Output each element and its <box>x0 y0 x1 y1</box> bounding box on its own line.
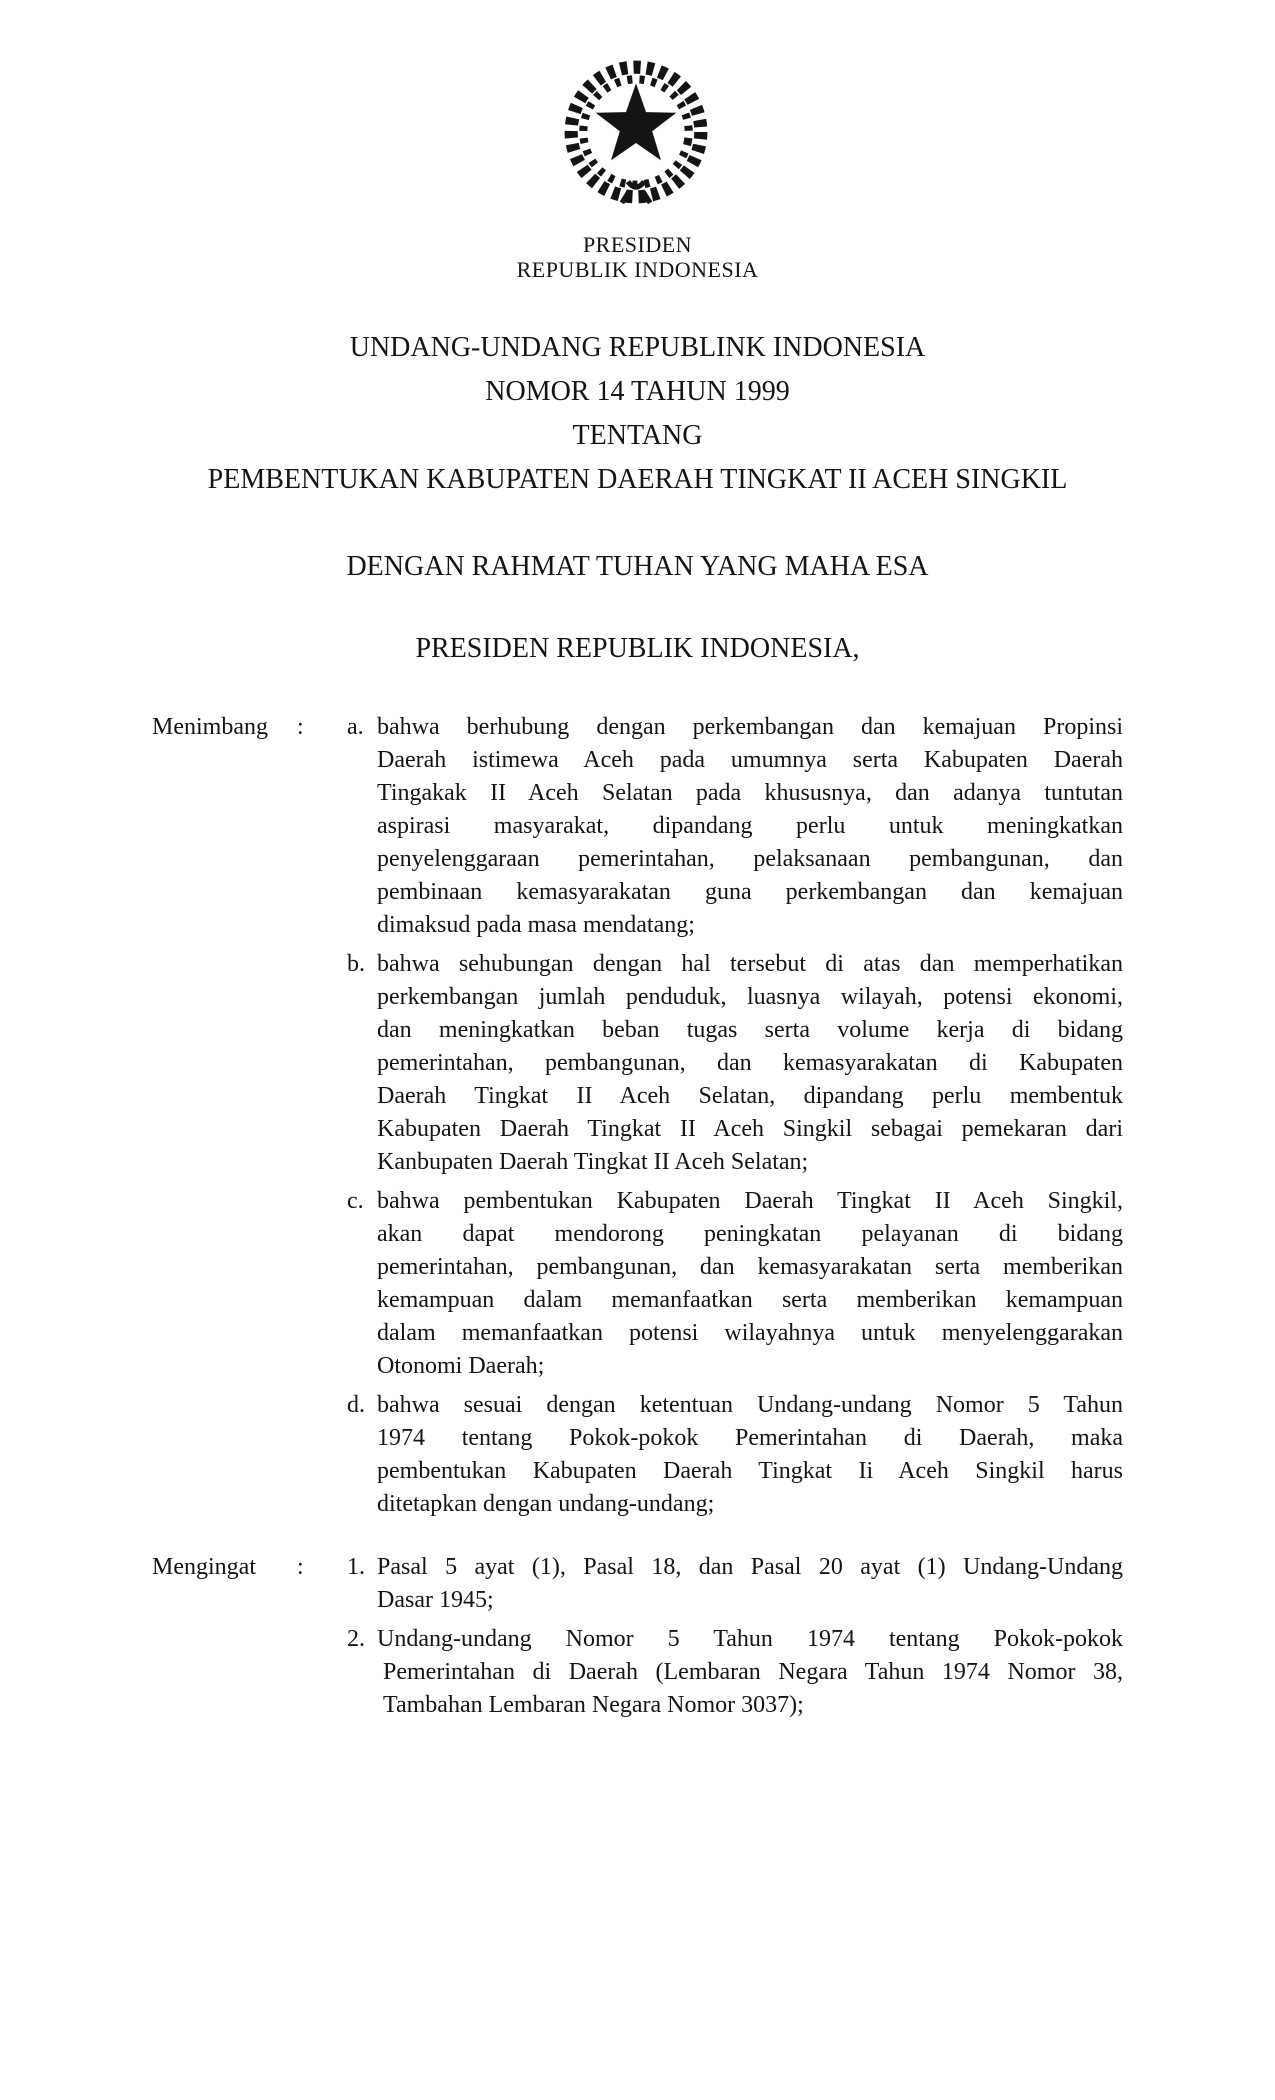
body-line: Kabupaten Daerah Tingkat II Aceh Singkil sebagai pemekaran dari <box>377 1116 1123 1142</box>
body-line: kemampuan dalam memanfaatkan serta memberikan kemampuan <box>377 1287 1123 1313</box>
mengingat-colon: : <box>297 1554 304 1580</box>
consideration-item-c <box>347 1185 1123 1383</box>
item-marker: d. <box>347 1392 365 1418</box>
letterhead <box>0 232 1275 282</box>
item-marker: 1. <box>347 1554 365 1580</box>
mengingat-items <box>347 1551 1123 1722</box>
menimbang-section <box>152 711 1123 1521</box>
consideration-item-a <box>347 711 1123 942</box>
letterhead-presiden: PRESIDEN <box>582 232 693 257</box>
item-paragraph <box>377 1623 1123 1722</box>
item-marker: c. <box>347 1188 364 1214</box>
menimbang-label: Menimbang <box>152 714 268 740</box>
mengingat-label: Mengingat <box>152 1554 256 1580</box>
consideration-item-d <box>347 1389 1123 1521</box>
item-marker: 2. <box>347 1626 365 1652</box>
body-line: perkembangan jumlah penduduk, luasnya wilayah, potensi ekonomi, <box>377 984 1123 1010</box>
body-line: pemerintahan, pembangunan, dan kemasyarakatan serta memberikan <box>377 1254 1123 1280</box>
item-paragraph <box>377 1551 1123 1617</box>
item-marker: a. <box>347 714 364 740</box>
item-paragraph <box>377 1389 1123 1521</box>
body-line: dalam memanfaatkan potensi wilayahnya untuk menyelenggarakan <box>377 1320 1123 1346</box>
body-line: bahwa berhubung dengan perkembangan dan kemajuan Propinsi <box>377 714 1123 740</box>
salutation-line: PRESIDEN REPUBLIK INDONESIA, <box>415 633 860 664</box>
body-line: Tambahan Lembaran Negara Nomor 3037); <box>383 1692 804 1718</box>
body-line: penyelenggaraan pemerintahan, pelaksanaan pembangunan, dan <box>377 846 1123 872</box>
motto-line: DENGAN RAHMAT TUHAN YANG MAHA ESA <box>346 551 929 582</box>
body-line: Pasal 5 ayat (1), Pasal 18, dan Pasal 20 ayat (1) Undang-Undang <box>377 1554 1123 1580</box>
body-line: Undang-undang Nomor 5 Tahun 1974 tentang Pokok-pokok <box>377 1626 1123 1652</box>
letterhead-republik-indonesia: REPUBLIK INDONESIA <box>516 257 759 282</box>
body-line: akan dapat mendorong peningkatan pelayanan di bidang <box>377 1221 1123 1247</box>
item-paragraph <box>377 948 1123 1179</box>
body-line: pembentukan Kabupaten Daerah Tingkat Ii Aceh Singkil harus <box>377 1458 1123 1484</box>
body-line: ditetapkan dengan undang-undang; <box>377 1491 715 1517</box>
body-line: bahwa pembentukan Kabupaten Daerah Tingkat II Aceh Singkil, <box>377 1188 1123 1214</box>
body-line: Kanbupaten Daerah Tingkat II Aceh Selatan; <box>377 1149 809 1175</box>
menimbang-side <box>152 711 304 744</box>
item-paragraph <box>377 711 1123 942</box>
title-line-tentang: TENTANG <box>572 420 703 451</box>
mengingat-side <box>152 1551 304 1584</box>
item-paragraph <box>377 1185 1123 1383</box>
body-line: Daerah istimewa Aceh pada umumnya serta Kabupaten Daerah <box>377 747 1123 773</box>
body-line: pemerintahan, pembangunan, dan kemasyarakatan di Kabupaten <box>377 1050 1123 1076</box>
legal-basis-item-2 <box>347 1623 1123 1722</box>
body-line: Daerah Tingkat II Aceh Selatan, dipandang perlu membentuk <box>377 1083 1123 1109</box>
menimbang-items <box>347 711 1123 1521</box>
consideration-item-b <box>347 948 1123 1179</box>
item-marker: b. <box>347 951 365 977</box>
body-line: pembinaan kemasyarakatan guna perkembangan dan kemajuan <box>377 879 1123 905</box>
law-title <box>0 326 1275 502</box>
title-line-subject: PEMBENTUKAN KABUPATEN DAERAH TINGKAT II ACEH SINGKIL <box>207 464 1068 495</box>
title-line-undang-undang: UNDANG-UNDANG REPUBLINK INDONESIA <box>349 332 926 363</box>
body-line: dan meningkatkan beban tugas serta volume kerja di bidang <box>377 1017 1123 1043</box>
body-line: 1974 tentang Pokok-pokok Pemerintahan di Daerah, maka <box>377 1425 1123 1451</box>
body-line: Otonomi Daerah; <box>377 1353 545 1379</box>
menimbang-colon: : <box>297 714 304 740</box>
legal-basis-item-1 <box>347 1551 1123 1617</box>
star-icon <box>596 83 677 160</box>
body-line: aspirasi masyarakat, dipandang perlu untuk meningkatkan <box>377 813 1123 839</box>
title-line-nomor-tahun: NOMOR 14 TAHUN 1999 <box>485 376 790 407</box>
presidential-emblem <box>557 53 715 211</box>
body-line: Tingakak II Aceh Selatan pada khususnya, dan adanya tuntutan <box>377 780 1123 806</box>
body-line: Pemerintahan di Daerah (Lembaran Negara Tahun 1974 Nomor 38, <box>383 1659 1123 1685</box>
body-line: bahwa sehubungan dengan hal tersebut di atas dan memperhatikan <box>377 951 1123 977</box>
body-line: dimaksud pada masa mendatang; <box>377 912 695 938</box>
body-line: Dasar 1945; <box>377 1587 494 1613</box>
mengingat-section <box>152 1551 1123 1722</box>
body-line: bahwa sesuai dengan ketentuan Undang-undang Nomor 5 Tahun <box>377 1392 1123 1418</box>
